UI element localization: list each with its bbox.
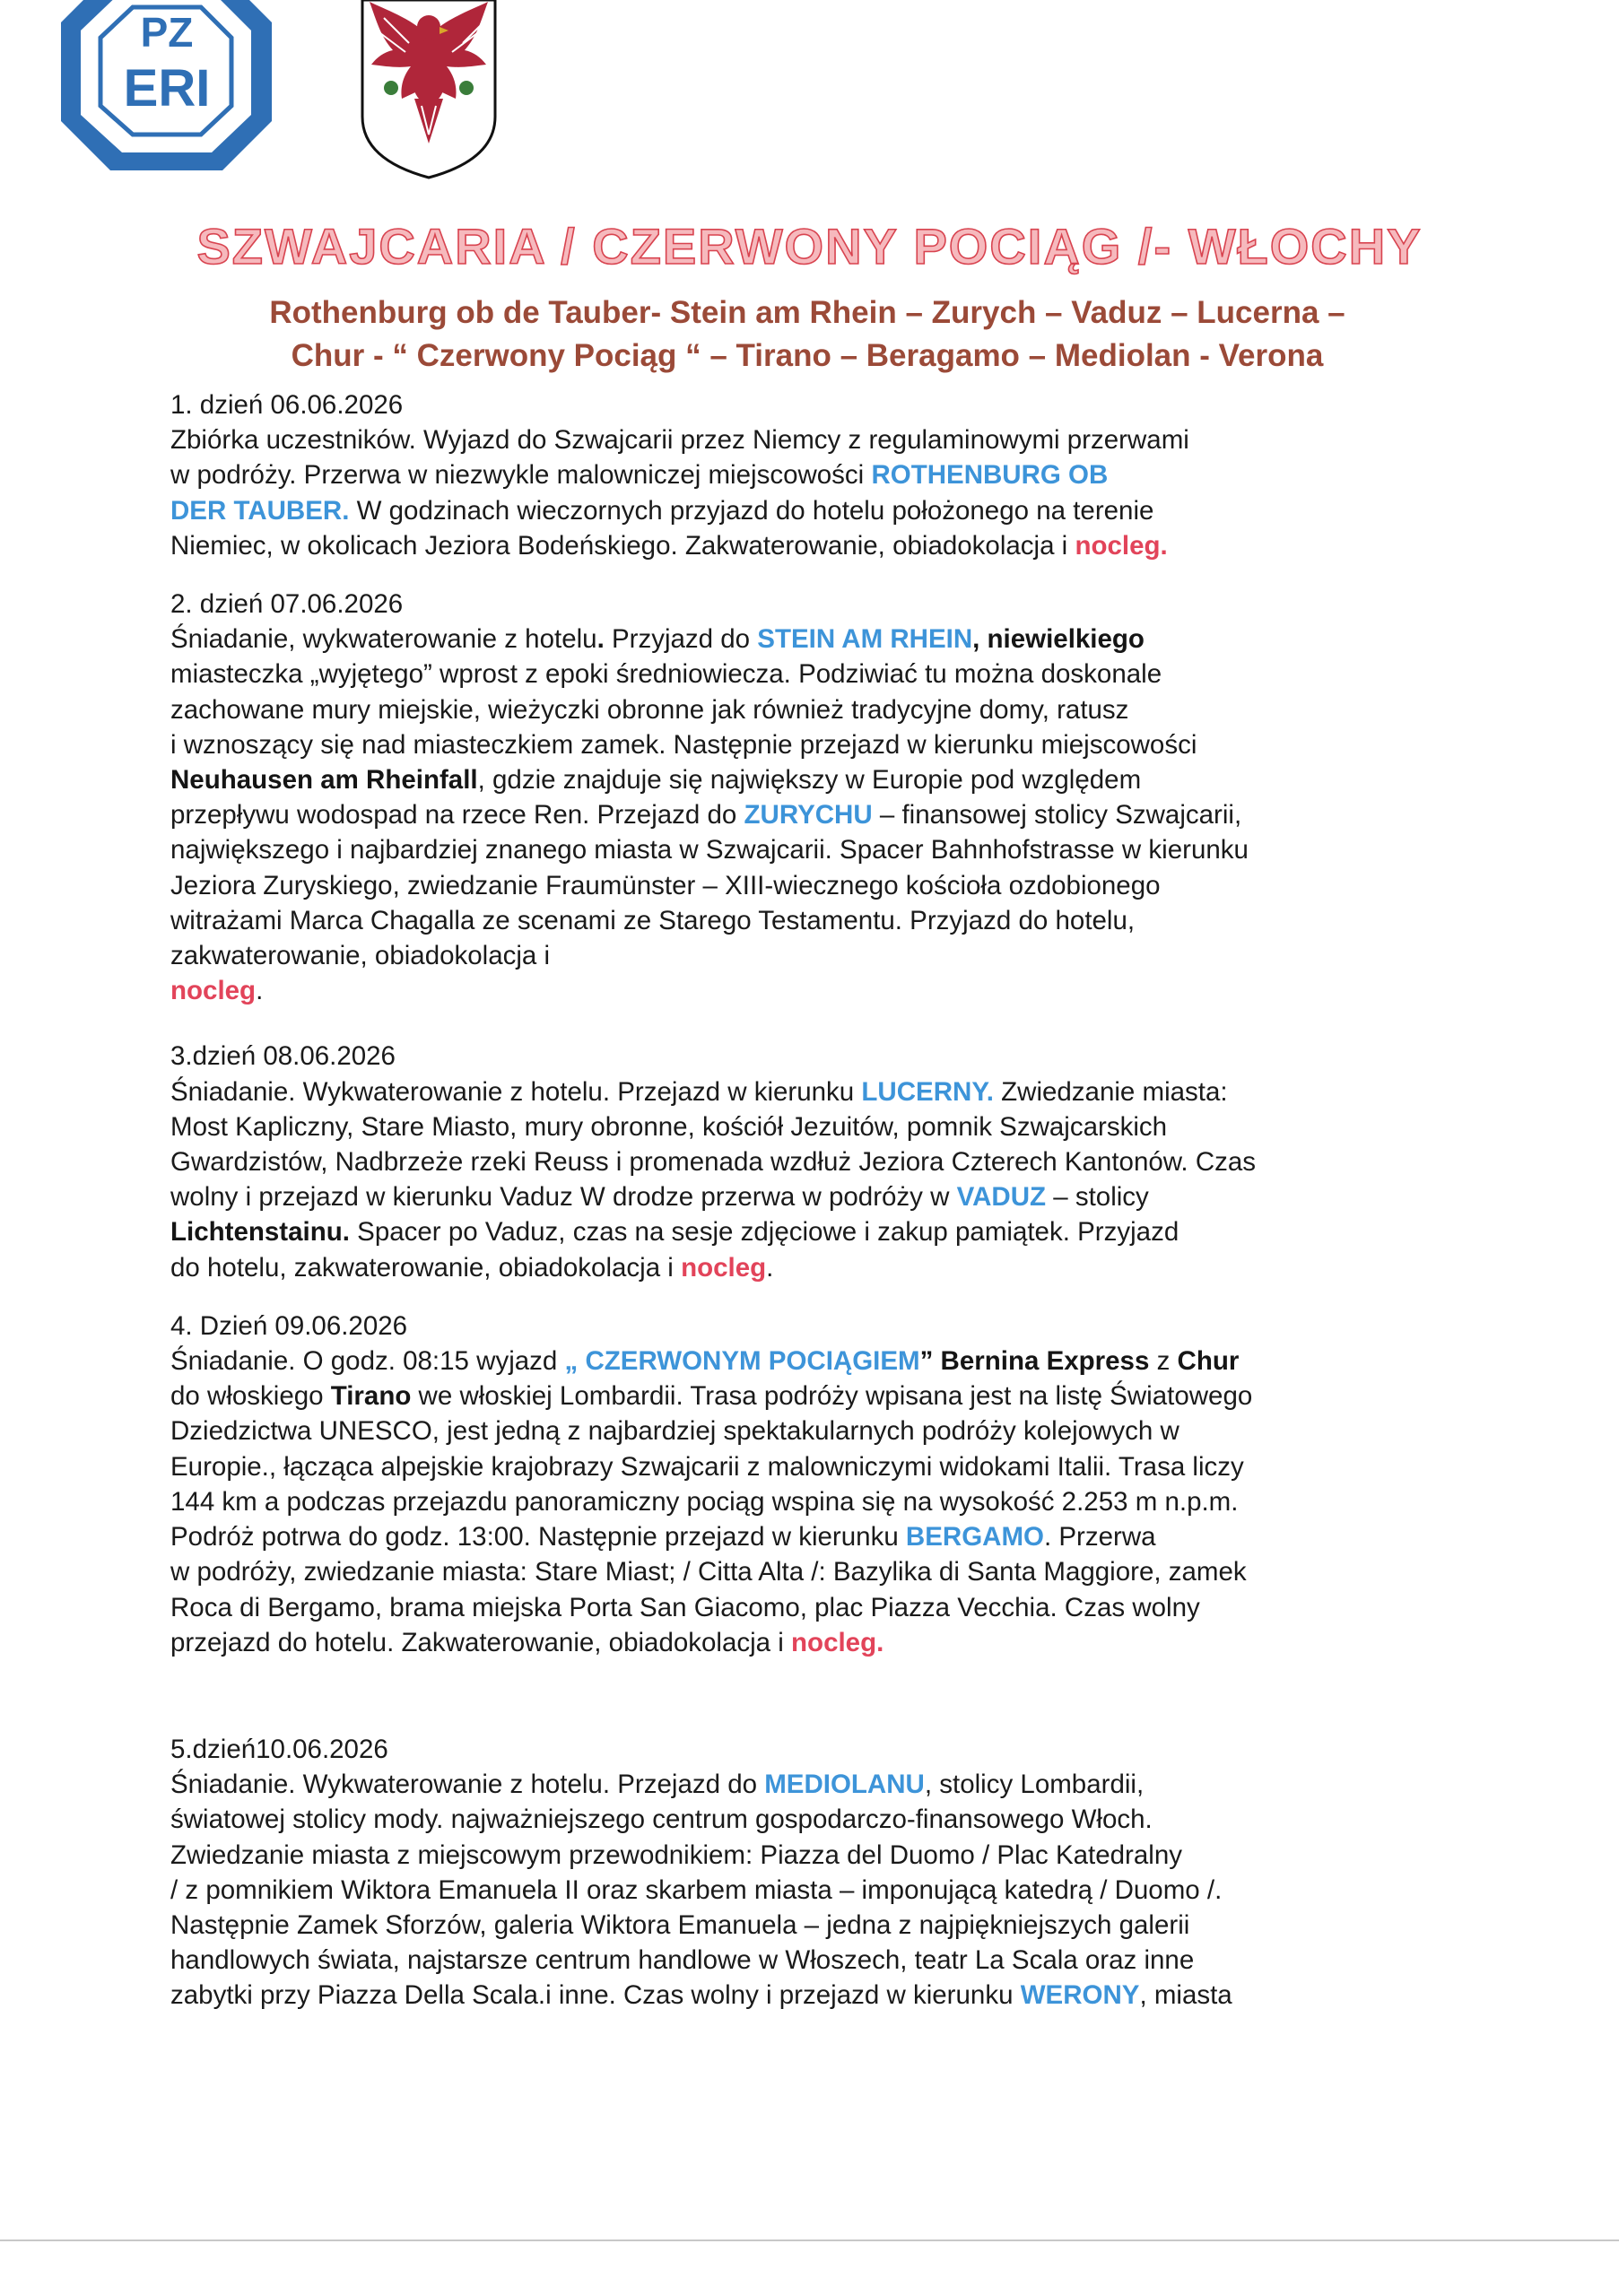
day-4-line: Roca di Bergamo, brama miejska Porta San Giacomo, plac Piazza Vecchia. Czas wolny	[170, 1592, 1200, 1622]
route-line-2: Chur - “ Czerwony Pociąg “ – Tirano – Beragamo – Mediolan - Verona	[291, 338, 1324, 373]
nocleg-highlight: nocleg.	[791, 1627, 884, 1657]
nocleg-highlight: nocleg.	[1075, 530, 1168, 561]
day-2-heading: 2. dzień 07.06.2026	[170, 589, 404, 620]
day-3-line: Most Kapliczny, Stare Miasto, mury obronne, kościół Jezuitów, pomnik Szwajcarskich	[170, 1111, 1168, 1142]
place-highlight: ROTHENBURG OB	[871, 460, 1109, 491]
day-2-line: witrażami Marca Chagalla ze scenami ze Starego Testamentu. Przyjazd do hotelu,	[170, 905, 1136, 935]
day-3-line: Śniadanie. Wykwaterowanie z hotelu. Przejazd w kierunku LUCERNY. Zwiedzanie miasta:	[170, 1076, 1228, 1107]
day-2-line: miasteczka „wyjętego” wprost z epoki średniowiecza. Podziwiać tu można doskonale	[170, 659, 1162, 690]
day-1-heading: 1. dzień 06.06.2026	[170, 390, 404, 420]
route-line-1: Rothenburg ob de Tauber- Stein am Rhein – Zurych – Vaduz – Lucerna –	[269, 295, 1345, 330]
day-2-line: przepływu wodospad na rzece Ren. Przejazd do ZURYCHU – finansowej stolicy Szwajcarii,	[170, 800, 1242, 831]
day-1-line: DER TAUBER. W godzinach wieczornych przyjazd do hotelu położonego na terenie	[170, 495, 1154, 526]
day-2-line: Neuhausen am Rheinfall, gdzie znajduje się największy w Europie pod względem	[170, 765, 1142, 796]
coat-of-arms-eagle-icon	[357, 0, 500, 179]
day-3-line: do hotelu, zakwaterowanie, obiadokolacja i nocleg.	[170, 1252, 774, 1283]
day-4-line: 144 km a podczas przejazdu panoramiczny pociąg wspina się na wysokość 2.253 m n.p.m.	[170, 1486, 1239, 1517]
place-highlight: BERGAMO	[905, 1522, 1044, 1552]
logo-text-pz: PZ	[140, 9, 194, 56]
place-highlight: „ CZERWONYM POCIĄGIEM	[564, 1346, 920, 1377]
day-2-line: zakwaterowanie, obiadokolacja i	[170, 941, 551, 971]
day-2-line: nocleg.	[170, 976, 264, 1006]
day-4-line: Dziedzictwa UNESCO, jest jedną z najbardziej spektakularnych podróży kolejowych w	[170, 1416, 1179, 1447]
day-5-line: światowej stolicy mody. najważniejszego centrum gospodarczo-finansowego Włoch.	[170, 1805, 1153, 1835]
route-subtitle	[144, 291, 1471, 378]
day-2-line: największego i najbardziej znanego miasta w Szwajcarii. Spacer Bahnhofstrasse w kierunku	[170, 835, 1249, 865]
day-5-heading: 5.dzień10.06.2026	[170, 1734, 388, 1764]
place-highlight: DER TAUBER.	[170, 495, 350, 526]
day-4-line: Śniadanie. O godz. 08:15 wyjazd „ CZERWONYM POCIĄGIEM” Bernina Express z Chur	[170, 1346, 1240, 1377]
day-4-heading: 4. Dzień 09.06.2026	[170, 1310, 408, 1341]
place-highlight: STEIN AM RHEIN	[757, 624, 973, 655]
nocleg-highlight: nocleg	[170, 976, 257, 1006]
day-5-line: handlowych świata, najstarsze centrum handlowe w Włoszech, teatr La Scala oraz inne	[170, 1945, 1195, 1976]
day-5-line: Śniadanie. Wykwaterowanie z hotelu. Przejazd do MEDIOLANU, stolicy Lombardii,	[170, 1770, 1145, 1800]
day-3-line: Gwardzistów, Nadbrzeże rzeki Reuss i promenada wzdłuż Jeziora Czterech Kantonów. Czas	[170, 1147, 1257, 1178]
logo-text-eri: ERI	[123, 59, 211, 117]
day-1-line: Zbiórka uczestników. Wyjazd do Szwajcarii przez Niemcy z regulaminowymi przerwami	[170, 425, 1189, 456]
document-title: SZWAJCARIA / CZERWONY POCIĄG /- WŁOCHY	[196, 218, 1423, 274]
day-4-line: Europie., łącząca alpejskie krajobrazy Szwajcarii z malowniczymi widokami Italii. Trasa liczy	[170, 1451, 1244, 1482]
day-4-line: Podróż potrwa do godz. 13:00. Następnie przejazd w kierunku BERGAMO. Przerwa	[170, 1522, 1156, 1552]
day-5-line: Następnie Zamek Sforzów, galeria Wiktora Emanuela – jedna z najpiękniejszych galerii	[170, 1909, 1190, 1940]
day-1-line: w podróży. Przerwa w niezwykle malowniczej miejscowości ROTHENBURG OB	[170, 460, 1109, 491]
day-5-line: / z pomnikiem Wiktora Emanuela II oraz skarbem miasta – imponującą katedrą / Duomo /.	[170, 1874, 1223, 1905]
itinerary-body	[170, 387, 1462, 2013]
day-2-line: Jeziora Zuryskiego, zwiedzanie Fraumünster – XIII-wiecznego kościoła ozdobionego	[170, 870, 1161, 900]
day-4-line: do włoskiego Tirano we włoskiej Lombardii. Trasa podróży wpisana jest na listę Światowego	[170, 1381, 1253, 1412]
day-2-line: i wznoszący się nad miasteczkiem zamek. Następnie przejazd w kierunku miejscowości	[170, 729, 1197, 760]
place-highlight: LUCERNY.	[861, 1076, 994, 1107]
place-highlight: WERONY	[1020, 1980, 1140, 2011]
day-1-line: Niemiec, w okolicach Jeziora Bodeńskiego. Zakwaterowanie, obiadokolacja i nocleg.	[170, 530, 1168, 561]
place-highlight: MEDIOLANU	[764, 1770, 925, 1800]
day-2-line: zachowane mury miejskie, wieżyczki obronne jak również tradycyjne domy, ratusz	[170, 694, 1129, 725]
day-3-line: Lichtenstainu. Spacer po Vaduz, czas na sesje zdjęciowe i zakup pamiątek. Przyjazd	[170, 1217, 1179, 1248]
day-4-line: przejazd do hotelu. Zakwaterowanie, obiadokolacja i nocleg.	[170, 1627, 884, 1657]
day-5-line: zabytki przy Piazza Della Scala.i inne. Czas wolny i przejazd w kierunku WERONY, miasta	[170, 1980, 1232, 2011]
day-5-line: Zwiedzanie miasta z miejscowym przewodnikiem: Piazza del Duomo / Plac Katedralny	[170, 1839, 1183, 1870]
pzeri-logo	[52, 0, 281, 170]
bold-place: Tirano	[330, 1381, 412, 1412]
bold-place: Neuhausen am Rheinfall	[170, 765, 478, 796]
day-2-line: Śniadanie, wykwaterowanie z hotelu. Przyjazd do STEIN AM RHEIN, niewielkiego	[170, 624, 1145, 655]
place-highlight: ZURYCHU	[744, 800, 873, 831]
place-highlight: VADUZ	[956, 1182, 1047, 1213]
nocleg-highlight: nocleg	[681, 1252, 767, 1283]
day-4-line: w podróży, zwiedzanie miasta: Stare Miast; / Citta Alta /: Bazylika di Santa Maggiore, zamek	[170, 1557, 1247, 1587]
bold-place: Lichtenstainu.	[170, 1217, 350, 1248]
day-3-heading: 3.dzień 08.06.2026	[170, 1041, 396, 1072]
page-bottom-divider	[0, 2239, 1619, 2241]
day-3-line: wolny i przejazd w kierunku Vaduz W drodze przerwa w podróży w VADUZ – stolicy	[170, 1182, 1149, 1213]
